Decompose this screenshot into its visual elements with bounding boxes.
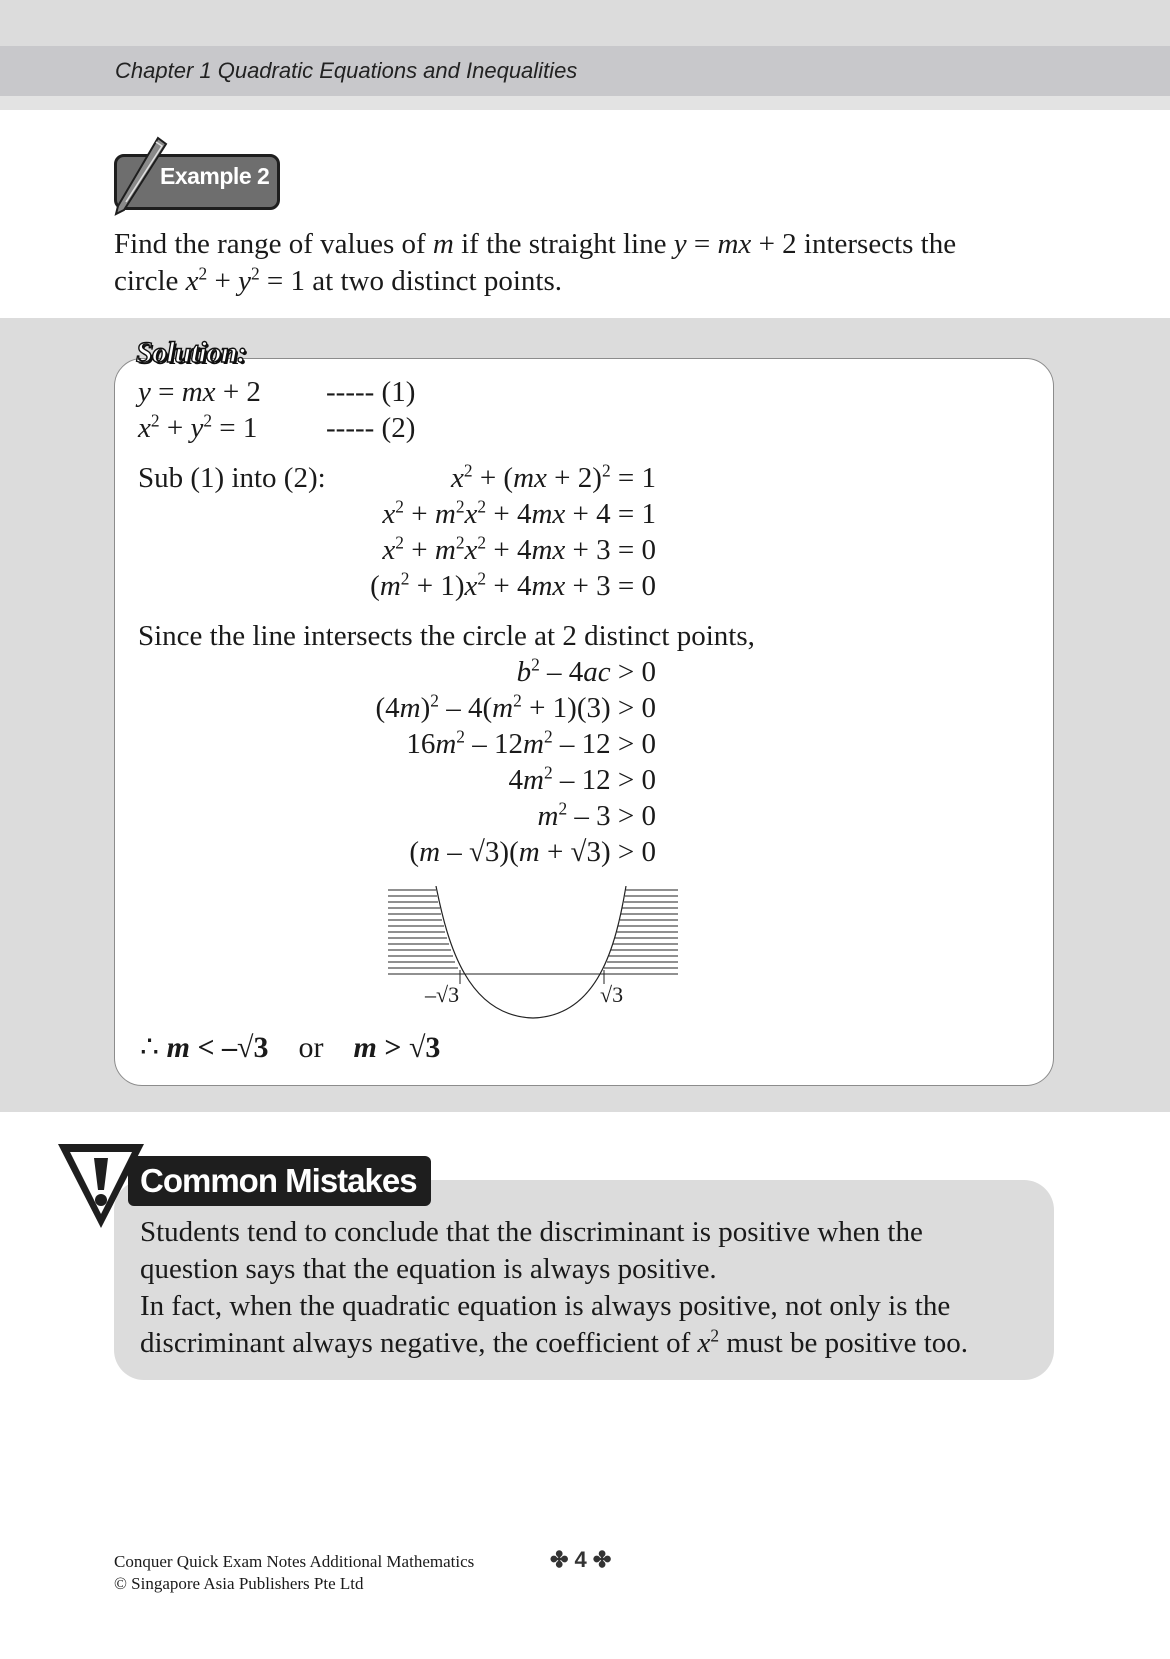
step-4: $(m^2 + 1)x^2 + 4mx + 3 = 0$ xyxy=(370,568,656,602)
footer-book-title: Conquer Quick Exam Notes Additional Mathematics xyxy=(114,1552,475,1571)
step-2: $x^2 + m^2x^2 + 4mx + 4 = 1$ xyxy=(382,496,656,530)
equation-1-tag: ----- (1) xyxy=(326,376,416,408)
solution-title: Solution: xyxy=(136,336,247,369)
disc-step-4: $4m^2 - 12 > 0$ xyxy=(508,762,656,796)
since-text: Since the line intersects the circle at 2 distinct points, xyxy=(138,620,755,652)
disc-step-3: $16m^2 - 12m^2 - 12 > 0$ xyxy=(406,726,656,760)
common-mistakes-header xyxy=(128,1156,431,1206)
disc-step-6: (m – √3)(m + √3) > 0 xyxy=(409,836,656,868)
equation-1: y = mx + 2 xyxy=(138,376,261,408)
substitution-label: Sub (1) into (2): xyxy=(138,462,326,494)
common-mistakes-title: Common Mistakes xyxy=(140,1162,417,1199)
step-1: $x^2 + (mx + 2)^2 = 1$ xyxy=(451,460,656,494)
left-root-label: –√3 xyxy=(425,982,460,1007)
step-3: $x^2 + m^2x^2 + 4mx + 3 = 0$ xyxy=(382,532,656,566)
footer-copyright: © Singapore Asia Publishers Pte Ltd xyxy=(114,1574,364,1593)
disc-step-2: $(4m)^2 - 4(m^2 + 1)(3) > 0$ xyxy=(375,690,656,724)
equation-2-tag: ----- (2) xyxy=(326,412,416,444)
equation-2: $x^2 + y^2 = 1$ xyxy=(138,410,258,444)
page-number: ✤ 4 ✤ xyxy=(550,1547,612,1572)
right-root-label: √3 xyxy=(600,982,624,1007)
disc-step-5: $m^2 - 3 > 0$ xyxy=(537,798,656,832)
common-mistakes-text: Students tend to conclude that the discriminant is positive when the question says that the equation is always positive. In fact, when the quadratic equation is always positive, not only is the discriminant always negative, the coefficient of $x^2$ must be positive too. xyxy=(140,1216,969,1359)
top-margin-band xyxy=(0,0,1170,46)
disc-step-1: $b^2 - 4ac > 0$ xyxy=(516,654,656,688)
example-label: Example 2 xyxy=(160,163,270,189)
question-text: Find the range of values of m if the straight line y = mx + 2 intersects the circle $x^2 + y^2 = 1$ at two distinct points. xyxy=(114,228,957,297)
conclusion: ∴ m < –√3 or m > √3 xyxy=(140,1031,441,1064)
chapter-header-underbar xyxy=(0,96,1170,110)
chapter-title: Chapter 1 Quadratic Equations and Inequalities xyxy=(115,58,578,83)
